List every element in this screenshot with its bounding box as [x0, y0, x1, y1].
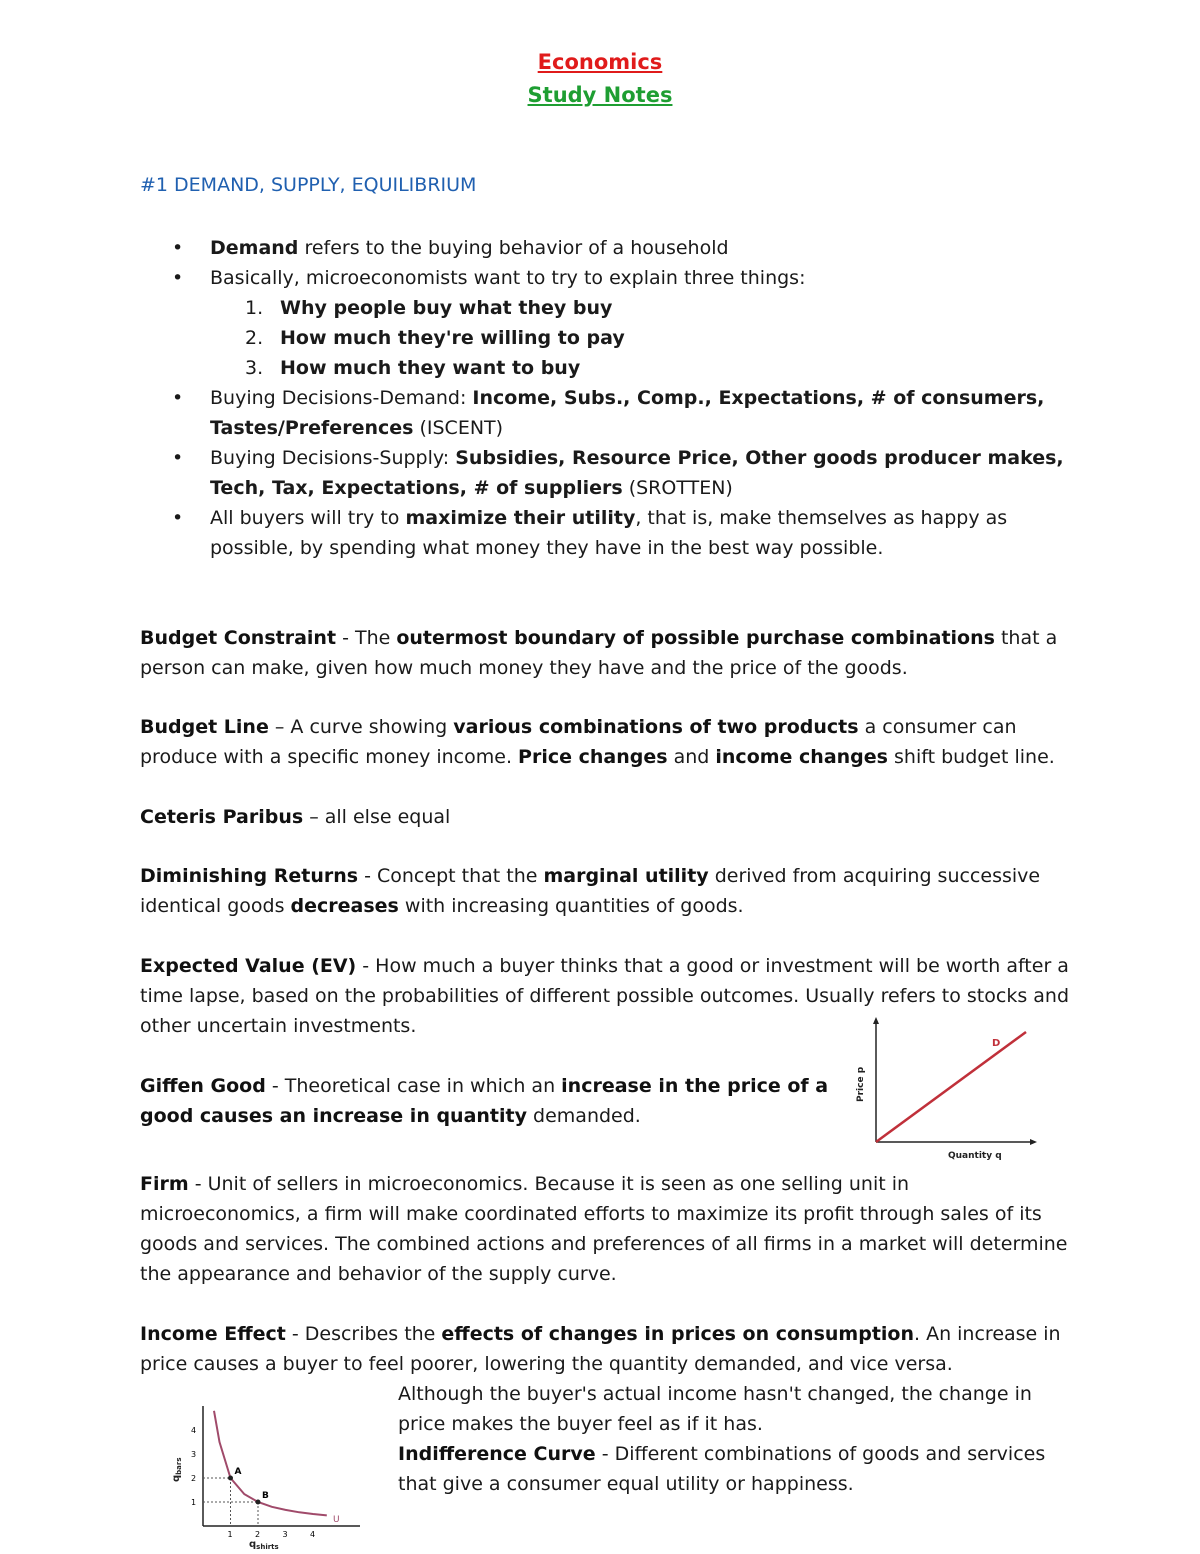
- y-axis-arrow: [873, 1017, 879, 1024]
- definition-diminishing-returns: Diminishing Returns - Concept that the marginal utility derived from acquiring successive identical goods decreases with increasing quantities of goods.: [140, 865, 1041, 917]
- x-tick-label: 4: [310, 1530, 316, 1539]
- x-tick-label: 2: [255, 1530, 261, 1539]
- definition-indifference-curve: Indifference Curve - Different combinations of goods and services that give a consumer equal utility or happiness.: [398, 1443, 1046, 1495]
- definition-term: Giffen Good: [140, 1075, 266, 1097]
- definition-budget-constraint: Budget Constraint - The outermost boundary of possible purchase combinations that a person can make, given how much money they have and the price of the goods.: [140, 627, 1058, 679]
- definition-term: Budget Line: [140, 716, 269, 738]
- point-label: A: [234, 1467, 242, 1477]
- bullet-list: [140, 233, 1070, 563]
- numbered-list: [210, 293, 1070, 383]
- curve-label: D: [992, 1038, 1001, 1049]
- definition-budget-line: Budget Line – A curve showing various combinations of two products a consumer can produce with a specific money income. Price changes and income changes shift budget line.: [140, 716, 1055, 768]
- y-tick-label: 4: [191, 1426, 197, 1435]
- definition-term: Budget Constraint: [140, 627, 337, 649]
- x-tick-label: 3: [282, 1530, 288, 1539]
- bullet-term: Demand: [210, 237, 299, 259]
- y-axis-label: $q_{bars}$: [171, 1457, 183, 1482]
- giffen-demand-chart: [848, 1016, 1044, 1166]
- document-title: Economics: [537, 50, 663, 74]
- bullet-item: • All buyers will try to maximize their utility, that is, make themselves as happy as possible, by spending what money they have in the best way possible.: [140, 503, 1070, 563]
- y-axis-label: Price p: [856, 1066, 866, 1102]
- numbered-item: 1. Why people buy what they buy: [245, 297, 613, 319]
- section-heading: #1 DEMAND, SUPPLY, EQUILIBRIUM: [140, 174, 477, 196]
- definition-expected-value: Expected Value (EV) - How much a buyer thinks that a good or investment will be worth after a time lapse, based on the probabilities of different possible outcomes. Usually refers to stocks and other uncertain investments.: [140, 955, 1070, 1037]
- bullet-text: Basically, microeconomists want to try to explain three things:: [210, 267, 806, 289]
- y-tick-label: 1: [191, 1498, 197, 1507]
- indifference-curve-chart: [165, 1404, 365, 1554]
- bullet-item: • Buying Decisions-Demand: Income, Subs., Comp., Expectations, # of consumers, Tastes/Preferences (ISCENT): [140, 383, 1070, 443]
- bullet-item: • Buying Decisions-Supply: Subsidies, Resource Price, Other goods producer makes, Tech, Tax, Expectations, # of suppliers (SROTTEN): [140, 443, 1070, 503]
- bullet-item: [140, 263, 1070, 383]
- definition-term: Income Effect: [140, 1323, 286, 1345]
- numbered-item: 2. How much they're willing to pay: [245, 327, 625, 349]
- curve-label: U: [333, 1515, 340, 1525]
- bullet-text: refers to the buying behavior of a household: [298, 237, 729, 259]
- x-axis-label: $q_{shirts}$: [249, 1539, 279, 1551]
- bullet-item: [140, 233, 1070, 263]
- definition-term: Diminishing Returns: [140, 865, 359, 887]
- point-label: B: [262, 1491, 269, 1501]
- x-axis-label: Quantity q: [948, 1151, 1002, 1161]
- definition-firm: Firm - Unit of sellers in microeconomics. Because it is seen as one selling unit in microeconomics, a firm will make coordinated efforts to maximize its profit through sales of its goods and services. The combined actions and preferences of all firms in a market will determine the appearance and behavior of the supply curve.: [140, 1173, 1068, 1285]
- income-effect-continued: Although the buyer's actual income hasn't changed, the change in price makes the buyer feel as if it has.: [398, 1383, 1032, 1435]
- x-axis-arrow: [1030, 1139, 1037, 1145]
- tick-group: [191, 1426, 315, 1539]
- data-point: [256, 1500, 261, 1505]
- document-subtitle: Study Notes: [527, 83, 673, 107]
- definition-ceteris-paribus: Ceteris Paribus – all else equal: [140, 806, 451, 828]
- point-group: [203, 1467, 269, 1526]
- definition-term: Ceteris Paribus: [140, 806, 304, 828]
- definition-term: Expected Value (EV): [140, 955, 357, 977]
- numbered-item: 3. How much they want to buy: [245, 357, 581, 379]
- x-tick-label: 1: [227, 1530, 233, 1539]
- y-tick-label: 3: [191, 1450, 197, 1459]
- definition-giffen-good: Giffen Good - Theoretical case in which an increase in the price of a good causes an increase in quantity demanded.: [140, 1075, 829, 1127]
- y-tick-label: 2: [191, 1474, 197, 1483]
- demand-curve-line: [876, 1032, 1026, 1142]
- definition-term: Indifference Curve: [398, 1443, 596, 1465]
- data-point: [228, 1476, 233, 1481]
- definition-term: Firm: [140, 1173, 189, 1195]
- definition-income-effect: Income Effect - Describes the effects of changes in prices on consumption. An increase in price causes a buyer to feel poorer, lowering the quantity demanded, and vice versa.: [140, 1323, 1061, 1375]
